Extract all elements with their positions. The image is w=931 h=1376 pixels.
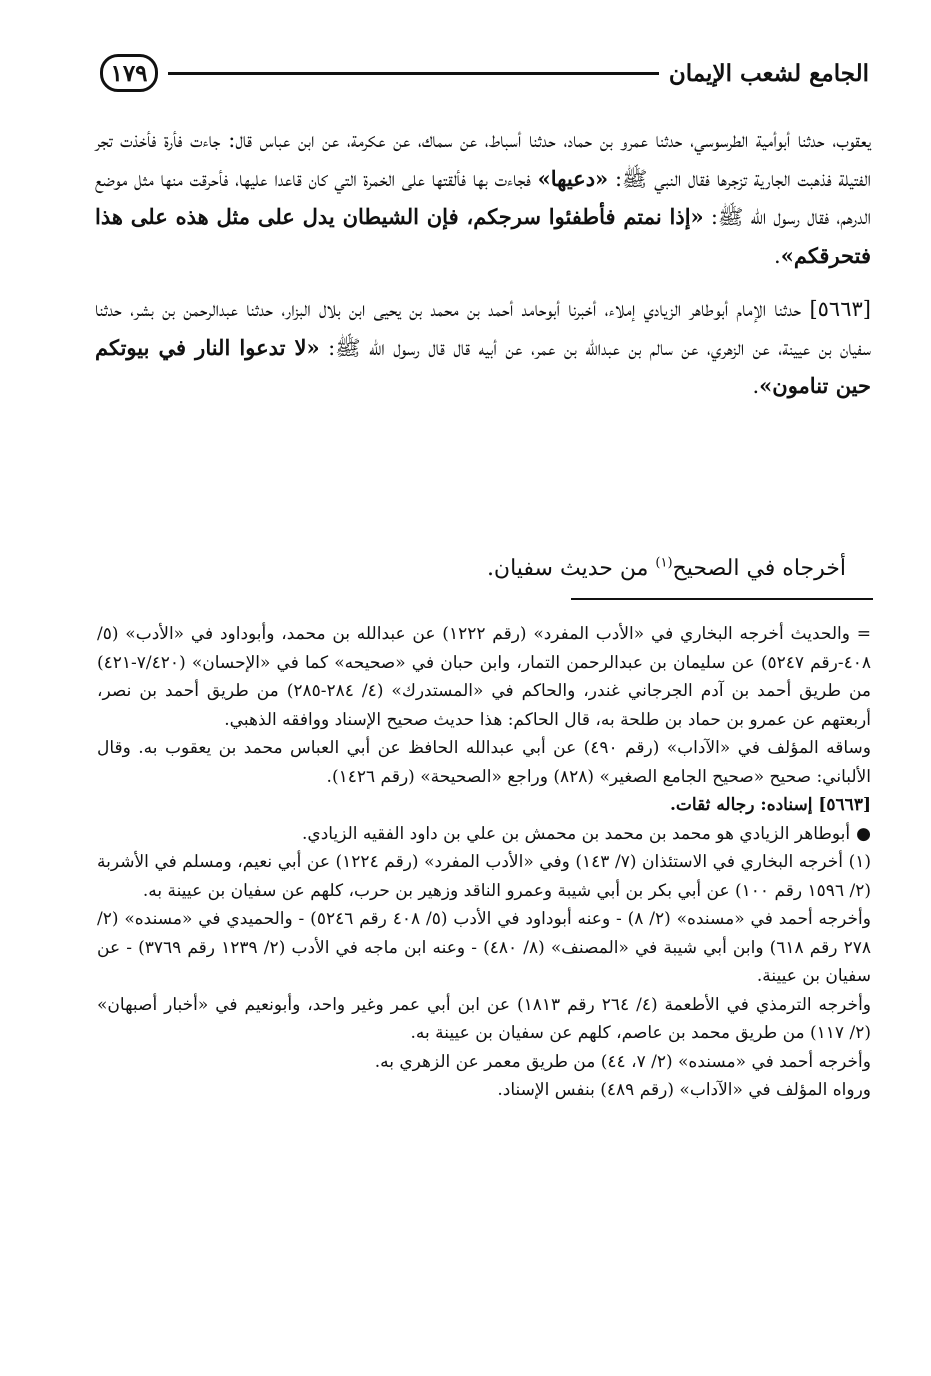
footnote-separator bbox=[571, 598, 873, 600]
hadith-1-quote-2: «إذا نمتم فأطفئوا سرجكم، فإن الشيطان يدل على مثل هذه على هذا فتحرقكم» bbox=[95, 204, 871, 268]
book-title: الجامع لشعب الإيمان bbox=[668, 59, 869, 87]
footnote-1-label: (١) bbox=[848, 852, 871, 872]
hadith-2-end: . bbox=[752, 374, 760, 398]
footnotes bbox=[97, 620, 871, 1105]
hadith-1-text-2: فجاءت بها فألقتها على الخمرة التي كان قاعدا عليها، فأحرقت منها مثل موضع الدرهم، فقال رسول الله ﷺ: bbox=[95, 166, 871, 229]
narrator-note-text: أبوطاهر الزيادي هو محمد بن محمد بن محمش بن علي بن داود الفقيه الزيادي. bbox=[302, 823, 851, 844]
footnote-ref: (١) bbox=[655, 555, 673, 571]
takhrij-before: أخرجاه في الصحيح bbox=[672, 556, 846, 581]
hadith-2-quote: «لا تدعوا النار في بيوتكم حين تنامون» bbox=[95, 334, 871, 398]
hadith-paragraph-2 bbox=[95, 291, 871, 406]
hadith-1-end: . bbox=[774, 243, 781, 268]
hadith-2-text: حدثنا الإمام أبوطاهر الزيادي إملاء، أخبرنا أبوحامد أحمد بن محمد بن يحيى ابن بلال البزار، حدثنا عبدالرحمن بن بشر، حدثنا سفيان بن عيينة، عن الزهري، عن سالم بن عبدالله بن عمر، عن أبيه قال قال رسول الله ﷺ: bbox=[95, 297, 871, 360]
hadith-1-quote-1: «دعيها» bbox=[537, 165, 609, 191]
hadith-paragraph-1 bbox=[95, 122, 871, 275]
bullet-icon: ● bbox=[856, 823, 871, 844]
takhrij-after: من حديث سفيان. bbox=[486, 556, 649, 581]
narrator-note bbox=[97, 820, 871, 849]
running-header bbox=[100, 48, 869, 98]
takhrij-line bbox=[95, 552, 846, 586]
footnote-1 bbox=[97, 848, 871, 905]
hadith-number: [٥٦٦٣] bbox=[809, 297, 871, 321]
main-text bbox=[95, 122, 871, 406]
footnote-paragraph: وأخرجه أحمد في «مسنده» (٢/ ٨) - وعنه أبوداود في الأدب (٥/ ٤٠٨ رقم ٥٢٤٦) - والحميدي في «مسنده» (٢/ ٢٧٨ رقم ٦١٨) وابن أبي شيبة في «المصنف» (٨/ ٤٨٠) - وعنه ابن ماجه في الأدب (٢/ ١٢٣٩ رقم ٣٧٦٩) - عن سفيان بن عيينة. bbox=[97, 909, 871, 986]
footnote-continuation: = والحديث أخرجه البخاري في «الأدب المفرد» (رقم ١٢٢٢) عن عبدالله بن محمد، وأبوداود في «الأدب» (٥/ ٤٠٨-رقم ٥٢٤٧) عن سليمان بن عبدالرحمن التمار، وابن حبان في «صحيحه» كما في «الإحسان» (٧/٤٢٠-٤٢١) من طريق أحمد بن آدم الجرجاني غندر، والحاكم في «المستدرك» (٤/ ٢٨٤-٢٨٥) من طريق أحمد بن نصر، أربعتهم عن عمرو بن حماد بن طلحة به، قال الحاكم: هذا حديث صحيح الإسناد ووافقه الذهبي. bbox=[97, 624, 871, 730]
page-number: ١٧٩ bbox=[100, 54, 158, 92]
header-rule bbox=[168, 72, 659, 75]
footnote-paragraph: وساقه المؤلف في «الآداب» (رقم ٤٩٠) عن أبي عبدالله الحافظ عن أبي العباس محمد بن يعقوب به. وقال الألباني: صحيح «صحيح الجامع الصغير» (٨٢٨) وراجع «الصحيحة» (رقم ١٤٢٦). bbox=[97, 738, 871, 787]
isnad-grade: [٥٦٦٣] إسناده: رجاله ثقات. bbox=[669, 795, 871, 815]
footnote-1-text: أخرجه البخاري في الاستئذان (٧/ ١٤٣) وفي «الأدب المفرد» (رقم ١٢٢٤) عن أبي نعيم، ومسلم في الأشربة (٢/ ١٥٩٦ رقم ١٠٠) عن أبي بكر بن أبي شيبة وعمرو الناقد وزهير بن حرب، كلهم عن سفيان بن عيينة به. bbox=[97, 852, 871, 901]
footnote-paragraph: وأخرجه الترمذي في الأطعمة (٤/ ٢٦٤ رقم ١٨١٣) عن ابن أبي عمر وغير واحد، وأبونعيم في «أخبار أصبهان» (٢/ ١١٧) من طريق محمد بن عاصم، كلهم عن سفيان بن عيينة به. bbox=[97, 994, 872, 1043]
footnote-paragraph: ورواه المؤلف في «الآداب» (رقم ٤٨٩) بنفس الإسناد. bbox=[497, 1080, 871, 1100]
footnote-paragraph: وأخرجه أحمد في «مسنده» (٢/ ٧، ٤٤) من طريق معمر عن الزهري به. bbox=[374, 1051, 871, 1072]
hadith-1-text: يعقوب، حدثنا أبوأمية الطرسوسي، حدثنا عمرو بن حماد، حدثنا أسباط، عن سماك، عن عكرمة، عن ابن عباس قال: جاءت فأرة فأخذت تجر الفتيلة فذهبت الجارية تزجرها فقال النبي ﷺ: bbox=[95, 128, 871, 191]
